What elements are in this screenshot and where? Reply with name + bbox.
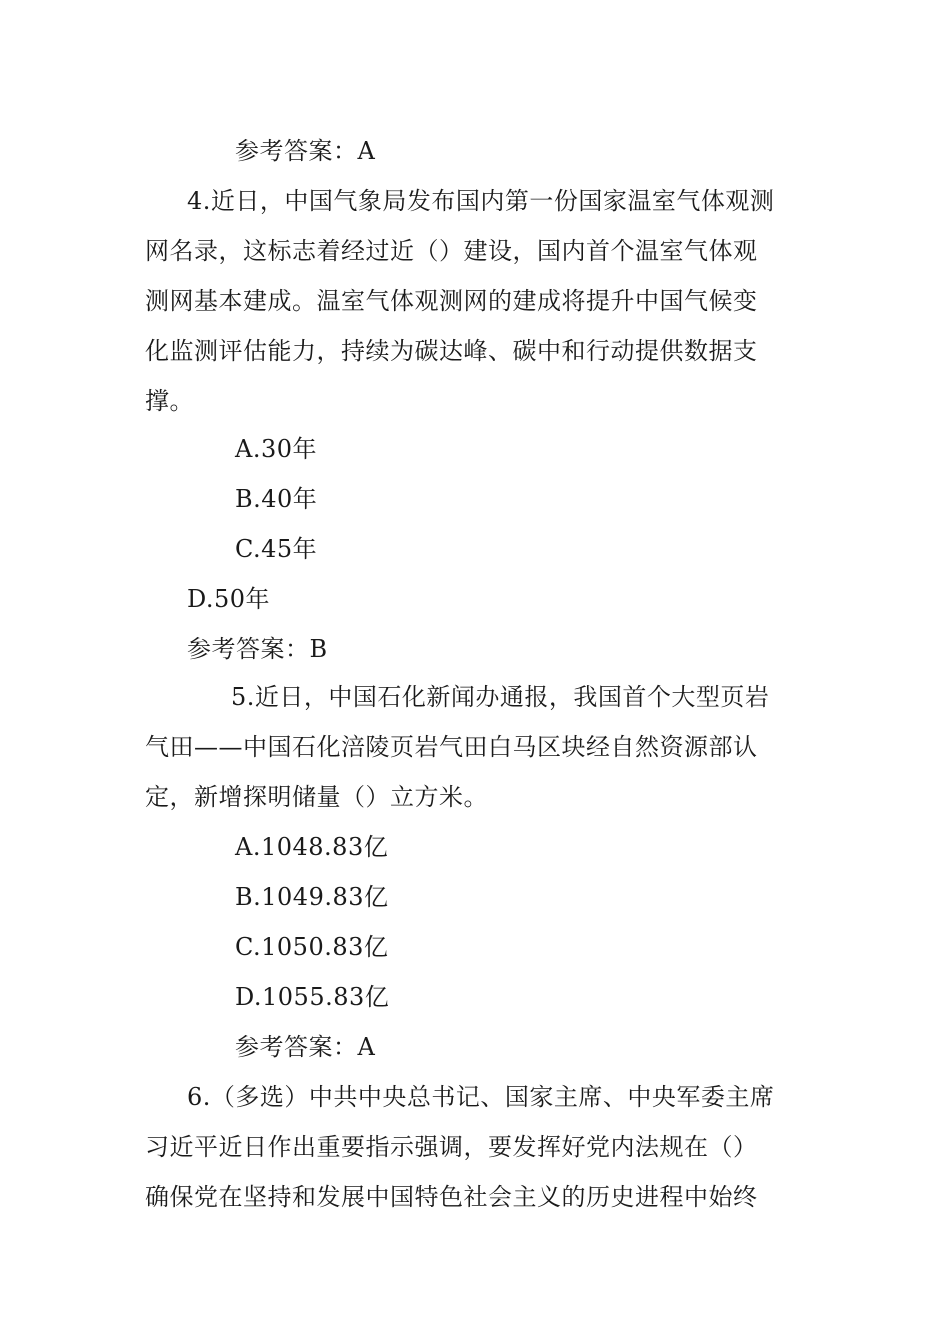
q5-option-b: B.1049.83亿 (235, 883, 389, 911)
q4-stem-line: 化监测评估能力，持续为碳达峰、碳中和行动提供数据支 (145, 337, 758, 365)
q5-stem-line: 气田——中国石化涪陵页岩气田白马区块经自然资源部认 (145, 733, 758, 761)
q4-option-c: C.45年 (235, 535, 318, 563)
q5-stem-line: 定，新增探明储量（）立方米。 (145, 783, 488, 811)
q4-option-b: B.40年 (235, 485, 318, 513)
q4-stem-line: 网名录，这标志着经过近（）建设，国内首个温室气体观 (145, 237, 758, 265)
q6-stem-line: 6.（多选）中共中央总书记、国家主席、中央军委主席 (187, 1083, 775, 1111)
q5-option-d: D.1055.83亿 (235, 983, 390, 1011)
q5-stem-line: 5.近日，中国石化新闻办通报，我国首个大型页岩 (231, 683, 770, 711)
q6-stem-line: 习近平近日作出重要指示强调，要发挥好党内法规在（） (145, 1133, 758, 1161)
q5-option-c: C.1050.83亿 (235, 933, 389, 961)
q4-answer: 参考答案：B (187, 635, 328, 663)
q4-option-d: D.50年 (187, 585, 271, 613)
q4-stem-line: 测网基本建成。温室气体观测网的建成将提升中国气候变 (145, 287, 758, 315)
q6-stem-line: 确保党在坚持和发展中国特色社会主义的历史进程中始终 (145, 1183, 758, 1211)
q5-option-a: A.1048.83亿 (235, 833, 389, 861)
q4-option-a: A.30年 (235, 435, 317, 463)
q5-answer: 参考答案：A (235, 1033, 376, 1061)
q3-answer: 参考答案：A (235, 137, 376, 165)
q4-stem-line: 撑。 (145, 387, 194, 415)
q4-stem-line: 4.近日，中国气象局发布国内第一份国家温室气体观测 (187, 187, 775, 215)
